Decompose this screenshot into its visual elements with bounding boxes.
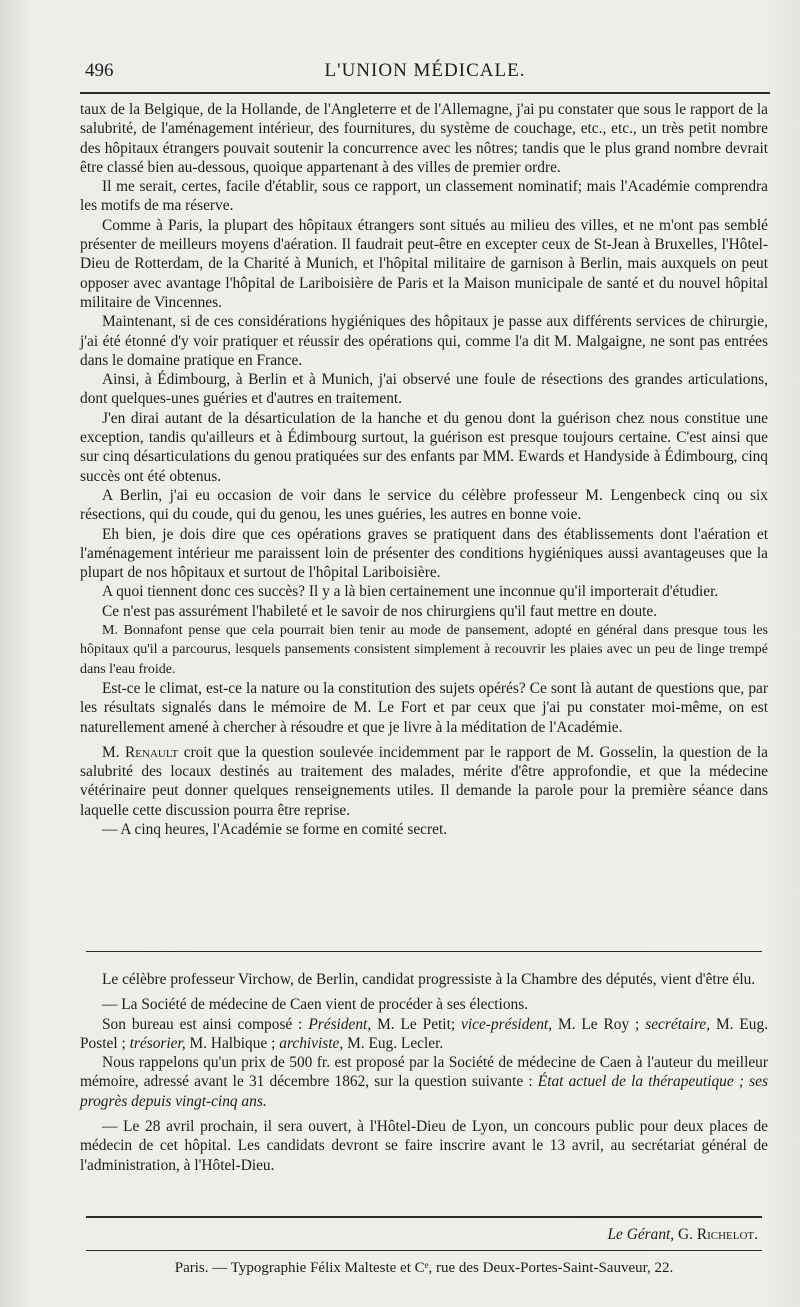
- paragraph: [80, 743, 768, 820]
- paragraph: Comme à Paris, la plupart des hôpitaux étrangers sont situés au milieu des villes, et ne m'ont pas semblé présenter de meilleurs moyens d'aération. Il faudrait peut-être en excepter ceux de St-Jean à Bruxelles, l'Hôtel-Dieu de Rotterdam, de la Charité à Munich, et l'hôpital militaire de garnison à Berlin, mais auxquels on peut opposer avec avantage l'hôpital de Lariboisière de Paris et la Maison municipale de santé et du nouvel hôpital militaire de Vincennes.: [80, 216, 768, 311]
- paragraph: Ce n'est pas assurément l'habileté et le savoir de nos chirurgiens qu'il faut mettre en doute.: [102, 602, 658, 620]
- news-text: M. Eug. Postel ;: [80, 1015, 769, 1052]
- role-label: trésorier,: [129, 1034, 186, 1052]
- paragraph: Est-ce le climat, est-ce la nature ou la constitution des sujets opérés? Ce sont là autant de questions que, par les résultats signalés dans le mémoire de M. Le Fort et par ceux que j'ai pu constater moi-même, on est naturellement amené à chercher à résoudre et que je livre à la méditation de l'Académie.: [80, 679, 768, 736]
- paragraph: taux de la Belgique, de la Hollande, de l'Angleterre et de l'Allemagne, j'ai pu constater que sous le rapport de la salubrité, de l'aménagement intérieur, des fournitures, du système de couchage, etc., etc., un très petit nombre des hôpitaux étrangers pouvait soutenir la concurrence avec les nôtres; tandis que le plus grand nombre devrait être classé bien au-dessous, quoique appartenant à des villes de premier ordre.: [80, 101, 768, 176]
- paragraph: J'en dirai autant de la désarticulation de la hanche et du genou dont la guérison chez nous constitue une exception, tandis qu'ailleurs et à Édimbourg surtout, la guérison est presque toujours certaine. C'est ainsi que sur cinq désarticulations du genou pratiquées sur des enfants par MM. Ewards et Handyside à Édimbourg, cinq succès ont été obtenus.: [80, 409, 768, 485]
- news-text: M. Halbique ;: [185, 1034, 280, 1052]
- news-text: M. Le Roy ;: [552, 1015, 646, 1033]
- role-label: secrétaire,: [645, 1015, 711, 1033]
- paragraph-text: croit que la question soulevée incidemment par le rapport de M. Gosselin, la question de la salubrité des locaux destinés au traitement des malades, mérite d'être approfondie, et que la médecine vétérinaire peut donner quelques renseignements utiles. Il demande la parole pour la première séance dans laquelle cette discussion pourra être reprise.: [80, 743, 768, 819]
- footer-rule: [86, 1250, 762, 1251]
- paragraph: Il me serait, certes, facile d'établir, sous ce rapport, un classement nominatif; mais l'Académie comprendra les motifs de ma réserve.: [80, 178, 768, 215]
- news-text: Nous rappelons qu'un prix de 500 fr. est proposé par la Société de médecine de Caen à l'auteur du meilleur mémoire, adressé avant le 31 décembre 1862, sur la question suivante :: [80, 1054, 768, 1091]
- page-header: [85, 60, 765, 84]
- article-body: [80, 100, 768, 839]
- signature-label: Le Gérant,: [607, 1226, 675, 1243]
- news-item: [80, 1015, 768, 1054]
- paragraph: Ainsi, à Édimbourg, à Berlin et à Munich, j'ai observé une foule de résections des grandes articulations, dont quelques-unes guéries et d'autres en traitement.: [80, 371, 768, 408]
- prize-question: État actuel de la thérapeutique ; ses progrès depuis vingt-cinq ans.: [80, 1073, 768, 1110]
- role-label: archiviste,: [279, 1034, 344, 1052]
- news-item: — La Société de médecine de Caen vient de procéder à ses élections.: [102, 996, 529, 1014]
- role-label: Président,: [308, 1015, 372, 1033]
- news-text: M. Le Petit;: [371, 1015, 462, 1033]
- news-item: — Le 28 avril prochain, il sera ouvert, à l'Hôtel-Dieu de Lyon, un concours public pour deux places de médecin de cet hôpital. Les candidats devront se faire inscrire avant le 13 avril, au secrétariat général de l'administration, à l'Hôtel-Dieu.: [80, 1118, 768, 1174]
- page-number: 496: [85, 60, 114, 81]
- footer-rule: [86, 1216, 762, 1218]
- news-section: [80, 970, 768, 1175]
- news-text: Son bureau est ainsi composé :: [102, 1015, 309, 1033]
- printer-imprint: Paris. — Typographie Félix Malteste et Cᵉ, rue des Deux-Portes-Saint-Sauveur, 22.: [174, 1260, 674, 1276]
- paragraph: A quoi tiennent donc ces succès? Il y a là bien certainement une inconnue qu'il importerait d'étudier.: [102, 583, 719, 601]
- news-item: [80, 1053, 768, 1111]
- header-rule: [80, 92, 770, 94]
- role-label: vice-président,: [461, 1015, 553, 1033]
- news-text: M. Eug. Lecler.: [343, 1034, 444, 1052]
- speaker-name: M. Renault: [102, 743, 179, 761]
- news-item: Le célèbre professeur Virchow, de Berlin, candidat progressiste à la Chambre des députés, vient d'être élu.: [102, 971, 756, 988]
- paragraph: A Berlin, j'ai eu occasion de voir dans le service du célèbre professeur M. Lengenbeck cinq ou six résections, qui du coude, qui du genou, les unes guéries, les autres en bonne voie.: [80, 486, 768, 524]
- signature-name: G. Richelot.: [678, 1226, 758, 1243]
- paragraph: — A cinq heures, l'Académie se forme en comité secret.: [102, 820, 448, 838]
- section-separator: [86, 951, 762, 952]
- paragraph: Eh bien, je dois dire que ces opérations graves se pratiquent dans des établissements dont l'aération et l'aménagement intérieur me paraissent loin de présenter des conditions hygiéniques aussi avantageuses que la plupart de nos hôpitaux et surtout de l'hôpital Lariboisière.: [80, 525, 768, 582]
- signature: [607, 1226, 758, 1244]
- running-title: L'UNION MÉDICALE.: [324, 60, 526, 81]
- paragraph: M. Bonnafont pense que cela pourrait bien tenir au mode de pansement, adopté en général dans presque tous les hôpitaux qu'il a parcourus, lesquels pansements consistent simplement à recouvrir les plaies avec un peu de linge trempé dans l'eau froide.: [80, 623, 768, 677]
- paragraph: Maintenant, si de ces considérations hygiéniques des hôpitaux je passe aux différents services de chirurgie, j'ai été étonné d'y voir pratiquer et réussir des opérations qui, comme l'a dit M. Malgaigne, ne sont pas entrées dans le domaine pratique en France.: [80, 313, 768, 369]
